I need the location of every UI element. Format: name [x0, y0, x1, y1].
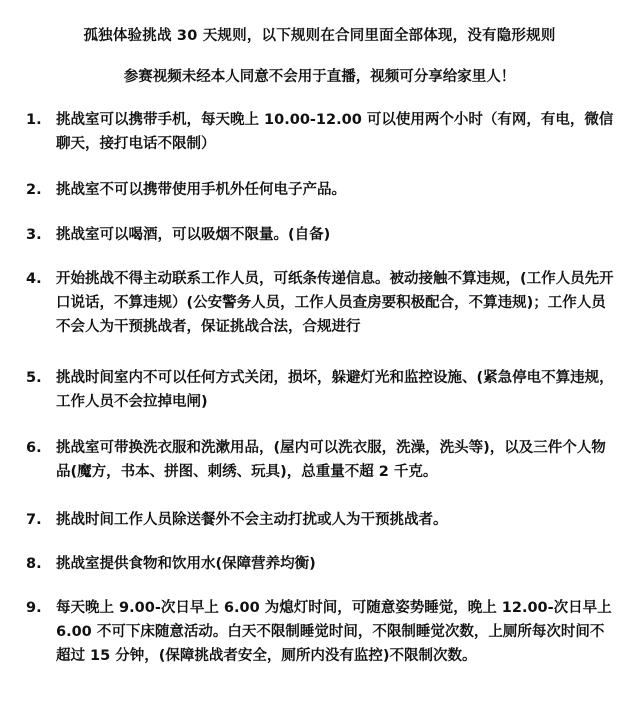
rule-item-7: [26, 508, 616, 532]
rule-text: 挑战时间工作人员除送餐外不会主动打扰或人为干预挑战者。: [56, 512, 448, 528]
rule-number: 1.: [26, 112, 42, 128]
rule-text: 挑战时间室内不可以任何方式关闭，损坏，躲避灯光和监控设施、(紧急停电不算违规，工作人员不会拉掉电闸): [56, 370, 614, 410]
document-subtitle: 参赛视频未经本人同意不会用于直播，视频可分享给家里人！: [123, 69, 516, 85]
rule-text: 开始挑战不得主动联系工作人员，可纸条传递信息。被动接触不算违规，(工作人员先开口说话，不算违规）(公安警务人员，工作人员查房要积极配合，不算违规)；工作人员不会人为干预挑战者，保证挑战合法，合规进行: [56, 271, 614, 335]
rule-number: 5.: [26, 370, 42, 386]
rule-number: 4.: [26, 271, 42, 287]
rule-item-4: [26, 267, 616, 339]
rule-text: 挑战室提供食物和饮用水(保障营养均衡): [56, 556, 316, 572]
rule-item-1: [26, 108, 616, 156]
rule-number: 8.: [26, 556, 42, 572]
rule-text: 挑战室可以携带手机，每天晚上 10.00-12.00 可以使用两个小时（有网，有电，微信聊天，接打电话不限制）: [56, 112, 614, 152]
rule-item-3: [26, 223, 616, 247]
rule-text: 挑战室不可以携带使用手机外任何电子产品。: [56, 182, 346, 198]
rule-item-8: [26, 552, 616, 576]
rule-item-2: [26, 178, 616, 202]
rule-item-9: [26, 596, 616, 668]
rule-number: 6.: [26, 440, 42, 456]
rule-number: 2.: [26, 182, 42, 198]
rule-number: 9.: [26, 600, 42, 616]
document-title: 孤独体验挑战 30 天规则，以下规则在合同里面全部体现，没有隐形规则: [83, 28, 556, 44]
rule-text: 挑战室可以喝酒，可以吸烟不限量。(自备): [56, 227, 331, 243]
rule-text: 挑战室可带换洗衣服和洗漱用品，(屋内可以洗衣服，洗澡，洗头等)，以及三件个人物品(魔方，书本、拼图、刺绣、玩具)，总重量不超 2 千克。: [56, 440, 606, 480]
rule-item-6: [26, 436, 616, 484]
rule-number: 3.: [26, 227, 42, 243]
rule-number: 7.: [26, 512, 42, 528]
rule-text: 每天晚上 9.00-次日早上 6.00 为熄灯时间，可随意姿势睡觉，晚上 12.00-次日早上 6.00 不可下床随意活动。白天不限制睡觉时间，不限制睡觉次数，上厕所每次时间不超过 15 分钟，(保障挑战者安全，厕所内没有监控)不限制次数。: [56, 600, 612, 664]
rule-item-5: [26, 366, 616, 414]
